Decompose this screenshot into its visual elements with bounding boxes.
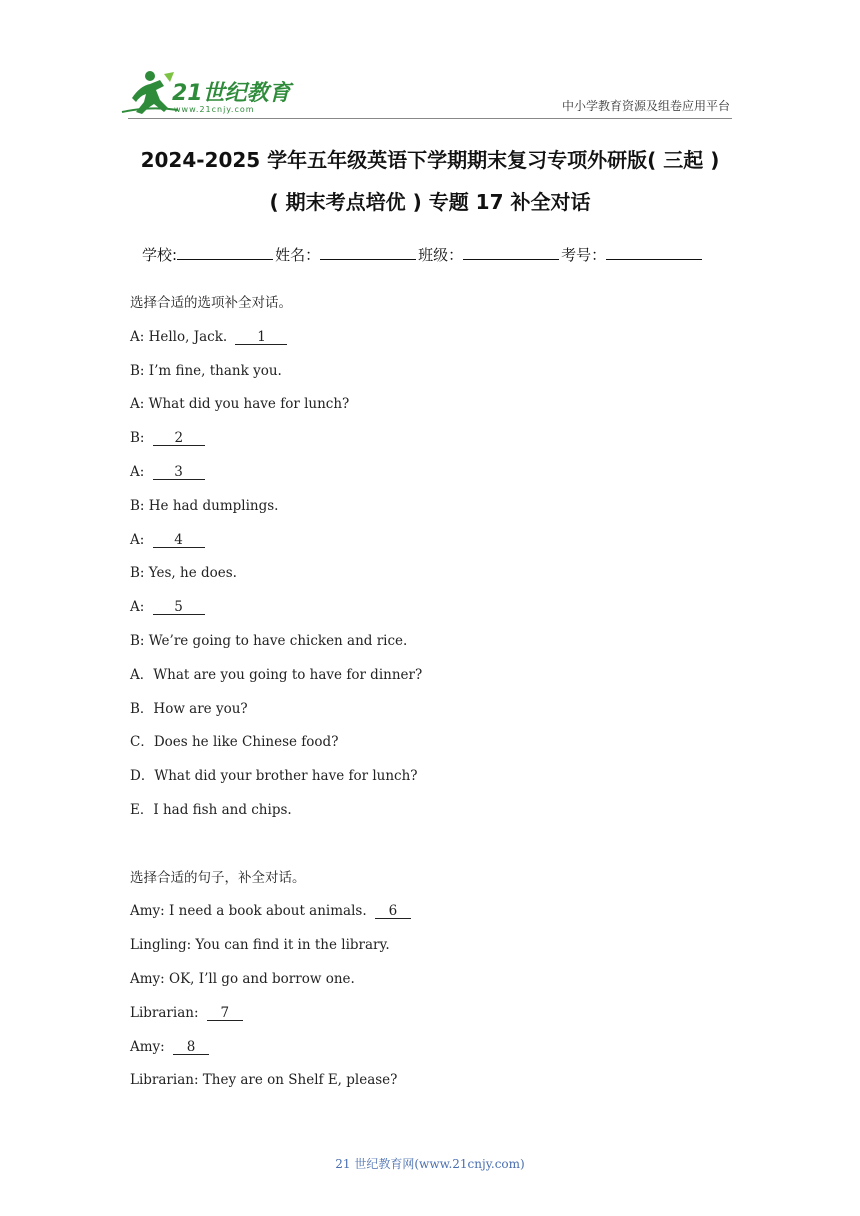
- section-spacer: [130, 835, 750, 869]
- section2-instruction: 选择合适的句子，补全对话。: [130, 869, 306, 886]
- student-info-row: [142, 244, 704, 265]
- option-item: B．How are you?: [130, 700, 248, 717]
- option-item: C．Does he like Chinese food?: [130, 734, 339, 751]
- dialogue-line: B: We’re going to have chicken and rice.: [130, 632, 408, 649]
- svg-text:21世纪教育: 21世纪教育: [172, 81, 291, 106]
- dialogue-line: Librarian: They are on Shelf E, please?: [130, 1072, 398, 1089]
- option-item: E．I had fish and chips.: [130, 801, 292, 818]
- dialogue-line: A: 5: [130, 598, 750, 632]
- class-label: 班级：: [418, 246, 464, 264]
- class-blank[interactable]: [463, 245, 559, 260]
- dialogue-line: A: 3: [130, 463, 750, 497]
- answer-blank[interactable]: 5: [153, 600, 205, 615]
- dialogue-line: Amy: 8: [130, 1038, 750, 1072]
- answer-blank[interactable]: 6: [375, 904, 411, 919]
- dialogue-line: A: Hello, Jack. 1: [130, 328, 750, 362]
- page-title-line1: 2024-2025 学年五年级英语下学期期末复习专项外研版( 三起 ): [140, 148, 720, 172]
- option-item: A．What are you going to have for dinner?: [130, 666, 423, 683]
- dialogue-line: B: He had dumplings.: [130, 497, 279, 514]
- option-item: D．What did your brother have for lunch?: [130, 768, 418, 785]
- dialogue-line: B: I’m fine, thank you.: [130, 362, 282, 379]
- answer-blank[interactable]: 4: [153, 533, 205, 548]
- school-label: 学校:: [142, 246, 178, 264]
- school-blank[interactable]: [177, 245, 273, 260]
- answer-blank[interactable]: 2: [153, 431, 205, 446]
- dialogue-line: Librarian: 7: [130, 1004, 750, 1038]
- svg-text:www.21cnjy.com: www.21cnjy.com: [174, 105, 255, 114]
- header-divider: [128, 118, 732, 119]
- logo: [120, 68, 300, 116]
- name-label: 姓名：: [275, 246, 321, 264]
- section1-instruction: 选择合适的选项补全对话。: [130, 295, 292, 311]
- dialogue-line: B: 2: [130, 429, 750, 463]
- dialogue-line: Amy: I need a book about animals. 6: [130, 902, 750, 936]
- answer-blank[interactable]: 3: [153, 465, 205, 480]
- answer-blank[interactable]: 8: [173, 1040, 209, 1055]
- dialogue-line: Amy: OK, I’ll go and borrow one.: [130, 970, 355, 987]
- platform-label: 中小学教育资源及组卷应用平台: [561, 99, 730, 113]
- number-label: 考号：: [561, 246, 607, 264]
- answer-blank[interactable]: 7: [207, 1006, 243, 1021]
- page-footer[interactable]: 21 世纪教育网(www.21cnjy.com): [335, 1157, 525, 1171]
- document-body: [130, 294, 750, 1105]
- answer-blank[interactable]: 1: [235, 330, 287, 345]
- dialogue-line: Lingling: You can find it in the library.: [130, 937, 390, 954]
- page-header: [0, 0, 860, 120]
- page-title-line2: ( 期末考点培优 ) 专题 17 补全对话: [269, 190, 591, 214]
- dialogue-line: A: What did you have for lunch?: [130, 396, 350, 413]
- dialogue-line: A: 4: [130, 531, 750, 565]
- number-blank[interactable]: [606, 245, 702, 260]
- name-blank[interactable]: [320, 245, 416, 260]
- runner-logo-icon: [120, 68, 300, 116]
- dialogue-line: B: Yes, he does.: [130, 565, 237, 582]
